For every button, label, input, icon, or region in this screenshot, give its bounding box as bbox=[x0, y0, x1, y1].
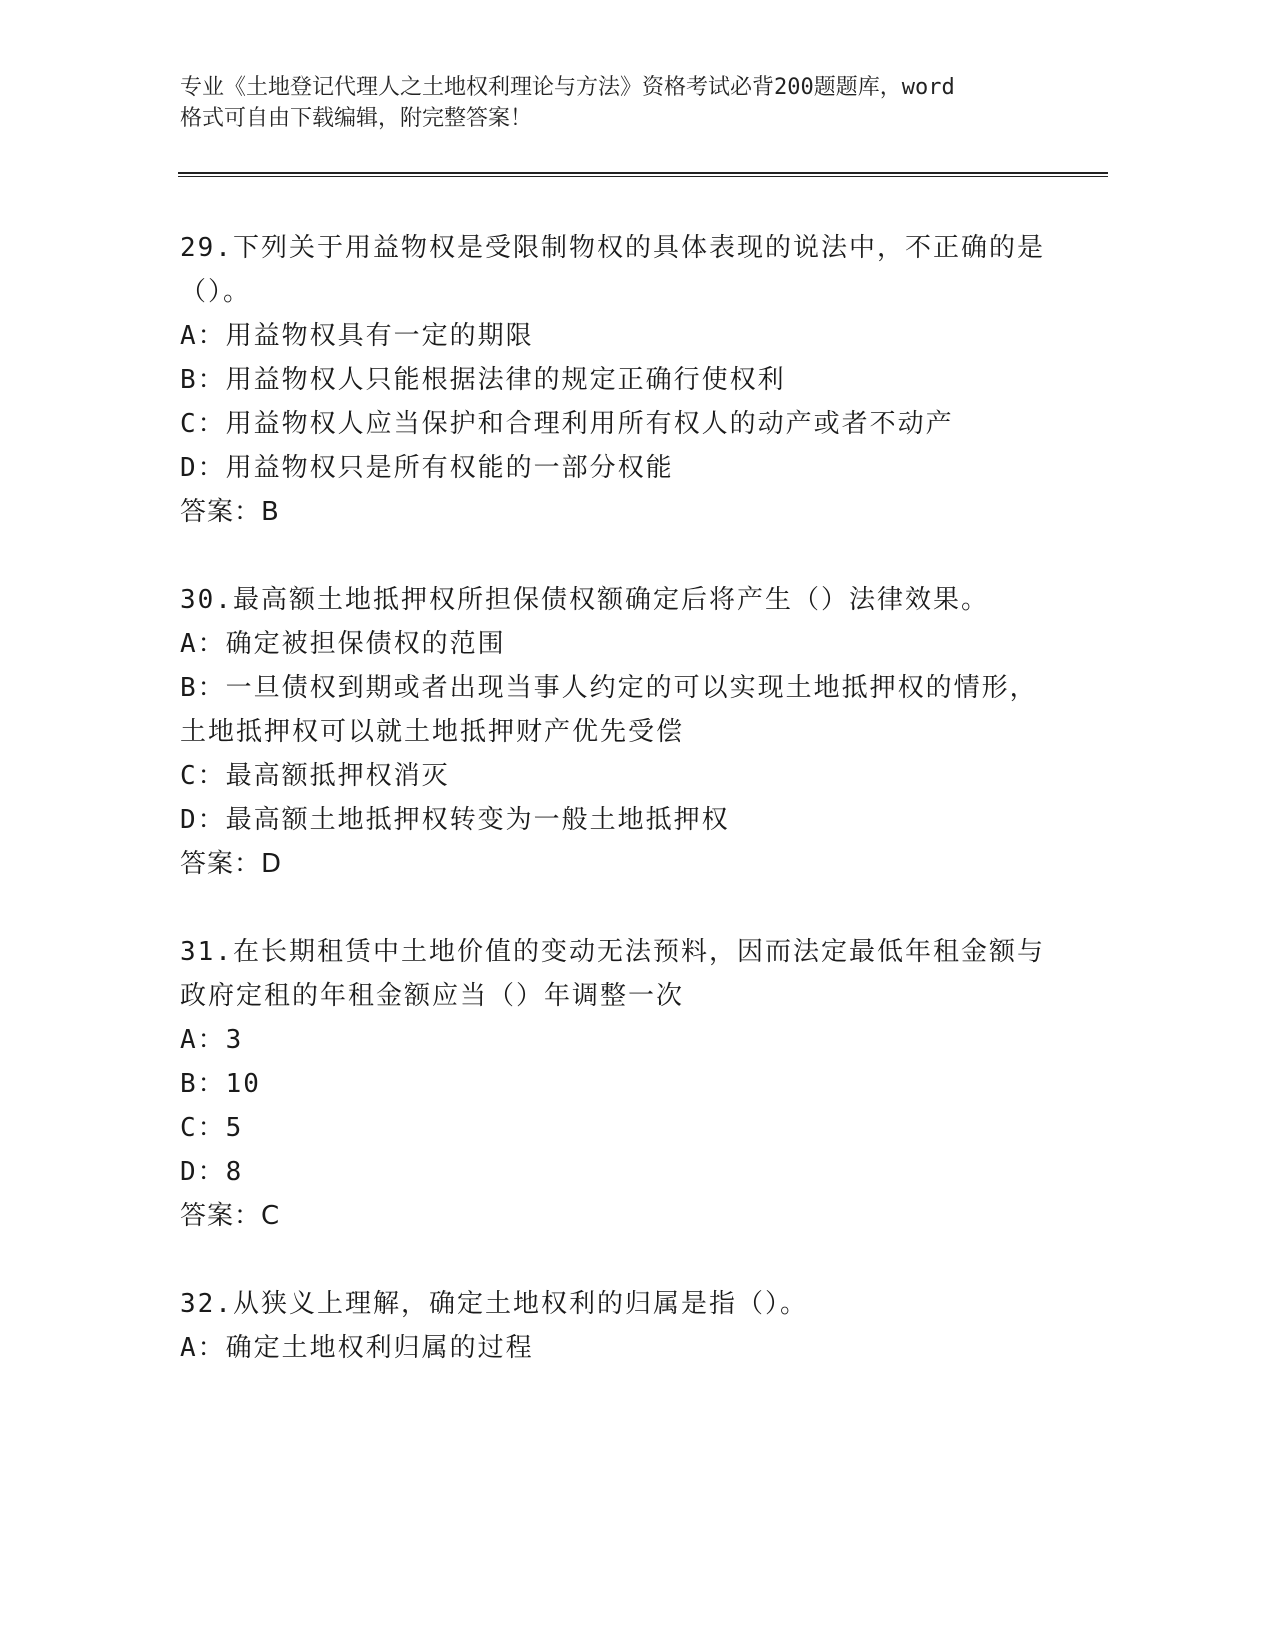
option-a: A：确定土地权利归属的过程 bbox=[180, 1333, 534, 1363]
question-29 bbox=[180, 226, 1080, 534]
answer-line: 答案：B bbox=[180, 497, 280, 527]
option-d: D：用益物权只是所有权能的一部分权能 bbox=[180, 453, 674, 483]
option-d: D：8 bbox=[180, 1157, 244, 1187]
document-header bbox=[180, 72, 1060, 134]
question-32 bbox=[180, 1282, 1080, 1370]
answer-line: 答案：C bbox=[180, 1201, 281, 1231]
question-spacer bbox=[180, 534, 1080, 578]
question-spacer bbox=[180, 1238, 1080, 1282]
option-b: B：用益物权人只能根据法律的规定正确行使权利 bbox=[180, 365, 786, 395]
question-stem: 31.在长期租赁中土地价值的变动无法预料，因而法定最低年租金额与 bbox=[180, 937, 1045, 967]
question-stem-continued: 政府定租的年租金额应当（）年调整一次 bbox=[180, 981, 685, 1011]
question-stem: 32.从狭义上理解，确定土地权利的归属是指（）。 bbox=[180, 1289, 808, 1319]
question-31 bbox=[180, 930, 1080, 1238]
header-line-2: 格式可自由下载编辑，附完整答案！ bbox=[180, 106, 533, 131]
option-b: B：10 bbox=[180, 1069, 261, 1099]
question-list bbox=[180, 226, 1080, 1370]
question-spacer bbox=[180, 886, 1080, 930]
question-stem: 30.最高额土地抵押权所担保债权额确定后将产生（）法律效果。 bbox=[180, 585, 989, 615]
answer-line: 答案：D bbox=[180, 849, 283, 879]
question-stem-continued: （）。 bbox=[180, 277, 252, 307]
option-a: A：用益物权具有一定的期限 bbox=[180, 321, 534, 351]
question-stem: 29.下列关于用益物权是受限制物权的具体表现的说法中，不正确的是 bbox=[180, 233, 1045, 263]
option-d: D：最高额土地抵押权转变为一般土地抵押权 bbox=[180, 805, 730, 835]
option-c: C：用益物权人应当保护和合理利用所有权人的动产或者不动产 bbox=[180, 409, 954, 439]
option-c: C：5 bbox=[180, 1113, 244, 1143]
header-line-1: 专业《土地登记代理人之土地权利理论与方法》资格考试必背200题题库，word bbox=[180, 75, 955, 100]
option-a: A：3 bbox=[180, 1025, 244, 1055]
question-30 bbox=[180, 578, 1080, 886]
option-a: A：确定被担保债权的范围 bbox=[180, 629, 506, 659]
option-c: C：最高额抵押权消灭 bbox=[180, 761, 450, 791]
option-b: B：一旦债权到期或者出现当事人约定的可以实现土地抵押权的情形， bbox=[180, 673, 1038, 703]
option-b-continued: 土地抵押权可以就土地抵押财产优先受偿 bbox=[180, 717, 685, 747]
header-divider bbox=[178, 172, 1108, 177]
